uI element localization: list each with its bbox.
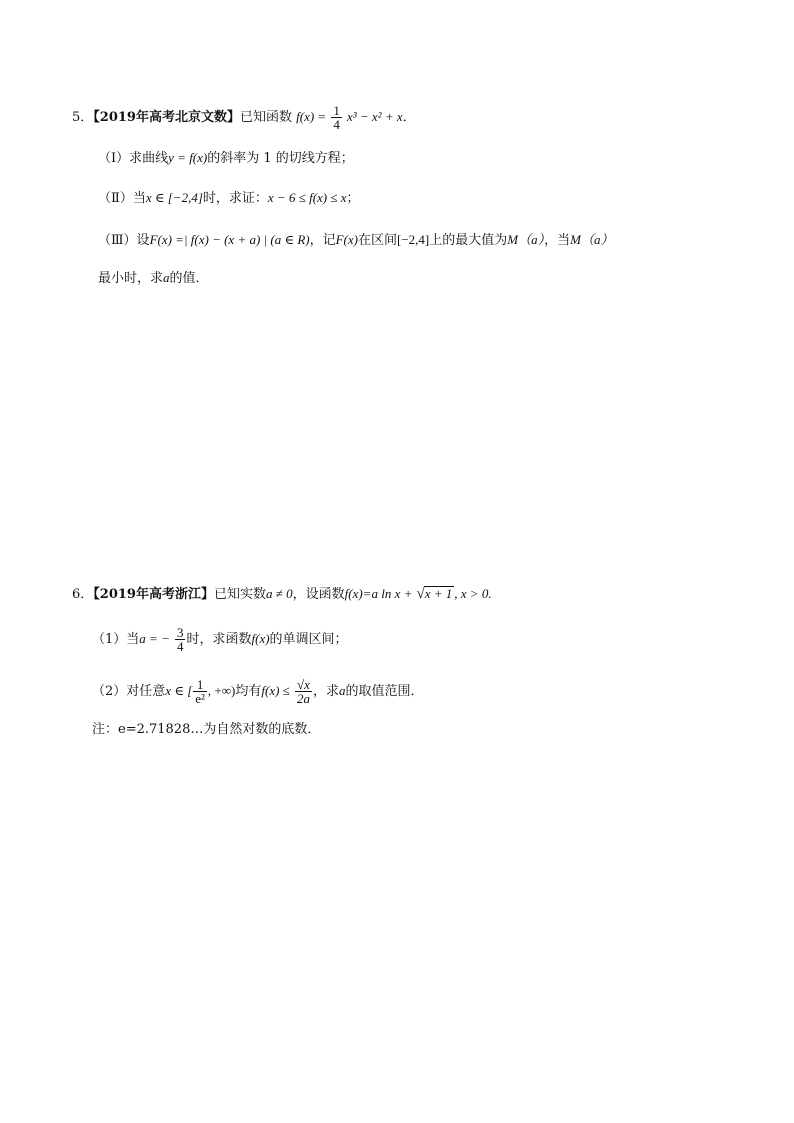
q6-p2-frac-num: 1 <box>193 678 207 692</box>
q5-p2-math1: x ∈ [−2,4] <box>145 190 203 205</box>
q5-p3-math4: M（a） <box>507 232 545 247</box>
q5-part3-cont <box>98 268 209 289</box>
q6-source-tag: 【2019年高考浙江】 <box>93 587 214 602</box>
q5-source-tag: 【2019年高考北京文数】 <box>93 110 240 125</box>
q5-p1-text2: 的斜率为 1 的切线方程； <box>207 151 354 166</box>
q5-frac-den: 4 <box>333 117 340 132</box>
q5-p3-text5: ，当 <box>544 233 571 248</box>
q6-p2-fraction2 <box>295 678 312 705</box>
q5-frac-num: 1 <box>333 103 340 118</box>
q6-text1: 已知实数 <box>213 587 266 602</box>
q6-p1-math-lhs: a = − <box>139 631 170 646</box>
q5-p3-text4: 上的最大值为 <box>429 233 508 248</box>
q5-p2-end: ； <box>346 191 360 206</box>
q5-p2-text2: 时，求证： <box>202 191 268 206</box>
q5-p1-text1: 求曲线 <box>129 151 169 166</box>
q6-p2-fraction <box>193 678 207 705</box>
q5-end: ． <box>402 110 416 125</box>
q6-math3: , x > 0. <box>454 586 492 601</box>
q5-eq-rhs: x³ − x² + x <box>346 109 403 124</box>
q5-part3 <box>98 230 613 251</box>
q5-p3-math3: [−2,4] <box>397 232 430 247</box>
q6-p1-label: （1） <box>92 632 127 647</box>
q5-intro: 已知函数 <box>239 110 292 125</box>
q6-p1-text2: 时，求函数 <box>186 632 252 647</box>
q5-p3-cont: 最小时，求 <box>98 271 164 286</box>
q6-p1-frac-num: 3 <box>176 625 184 640</box>
q6-p2-text1: 对任意 <box>126 684 166 699</box>
q6-p1-frac-den: 4 <box>176 639 184 654</box>
q6-p2-math2: , +∞) <box>207 683 236 698</box>
q6-p2-text2: 均有 <box>235 684 262 699</box>
q6-part1 <box>92 626 348 653</box>
q5-p3-math5: M（a） <box>570 232 614 247</box>
q6-math1: a ≠ 0 <box>265 586 293 601</box>
q5-p1-label: （Ⅰ） <box>98 151 130 166</box>
sqrt-radical-icon: √ <box>416 586 425 602</box>
q5-fraction <box>331 104 342 131</box>
q6-p2-frac2-den: 2a <box>296 691 310 706</box>
q5-p2-label: （Ⅱ） <box>98 191 133 206</box>
q6-p2-text4: 的取值范围． <box>345 684 424 699</box>
q5-p3-label: （Ⅲ） <box>98 233 137 248</box>
q6-p1-text3: 的单调区间； <box>269 632 348 647</box>
q5-p3-math2: F(x) <box>335 232 358 247</box>
q6-part2 <box>92 678 423 705</box>
q5-p3-text1: 设 <box>136 233 150 248</box>
q5-p2-text1: 当 <box>132 191 146 206</box>
q5-p3-text3: 在区间 <box>357 233 397 248</box>
q5-p3-math1: F(x) =| f(x) − (x + a) | (a ∈ R) <box>149 232 310 247</box>
q6-number: 6． <box>72 587 94 602</box>
q6-text2: ，设函数 <box>292 587 345 602</box>
q6-note: 注：e=2.71828…为自然对数的底数． <box>92 722 321 737</box>
q6-p2-text3: ，求 <box>312 684 339 699</box>
q6-p1-fraction <box>175 626 186 653</box>
q5-part1 <box>98 148 354 169</box>
q6-p2-frac-den: e² <box>195 691 205 706</box>
q5-p1-math: y = f(x) <box>168 150 208 165</box>
q6-sqrt-arg: x + 1 <box>424 586 453 601</box>
q5-eq-lhs: f(x) = <box>296 109 327 124</box>
q6-p2-frac2-num: √x <box>295 678 312 692</box>
q5-p3-math6: a <box>163 270 170 285</box>
q6-p1-text1: 当 <box>126 632 140 647</box>
q6-p2-math1: x ∈ [ <box>165 683 193 698</box>
q5-stem <box>72 104 416 131</box>
q5-part2 <box>98 188 360 209</box>
q6-stem <box>72 584 492 605</box>
q5-p3-text2: ，记 <box>309 233 336 248</box>
q5-p2-math2: x − 6 ≤ f(x) ≤ x <box>267 190 347 205</box>
q5-number: 5． <box>72 110 94 125</box>
q6-p2-math4: a <box>338 683 346 698</box>
q6-p2-math3: f(x) ≤ <box>261 683 290 698</box>
q6-p2-label: （2） <box>92 684 127 699</box>
q5-p3-end: 的值． <box>169 271 209 286</box>
q6-p1-math2: f(x) <box>251 631 270 646</box>
q6-math2: f(x)=a ln x + <box>344 586 413 601</box>
